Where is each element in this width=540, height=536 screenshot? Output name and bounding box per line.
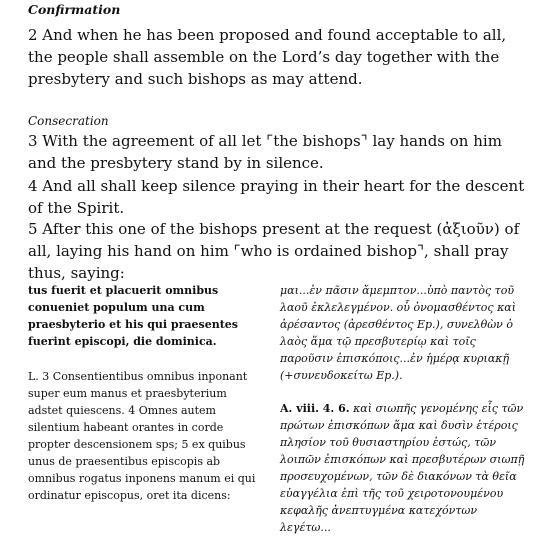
latin-text-block-2: L. 3 Consentientibus omnibus inponant super eum manus et praesbyterium adstet quiescens. 4 Omnes autem silentium habeant orantes in corde propter descensionem sps; 5 ex quibus unus de praesentibus episcopis ab omnibus rogatus inponens manum ei qui ordinatur episcopus, oret ita dicens: <box>28 370 256 502</box>
greek-text-block-1: μαι...ἐν πᾶσιν ἄμεμπτον...ὑπὸ παντὸς τοῦ λαοῦ ἐκλελεγμένον. οὗ ὀνομασθέντος καὶ ἀρέσαντος (ἀρεσθέντος Ep.), συνελθὼν ὁ λαὸς ἅμα τῷ πρεσβυτερίῳ καὶ τοῖς παροῦσιν ἐπισκόποις...ἐν ἡμέρᾳ κυριακῇ (+συνευδοκείτω Ep.). <box>280 284 517 382</box>
greek-reference: A. viii. 4. 6. <box>280 402 350 415</box>
consecration-heading: Consecration <box>28 114 109 128</box>
latin-text-block-1: tus fuerit et placuerit omnibus conueniet populum una cum praesbyterio et his qui praesentes fuerint episcopi, die dominica. <box>28 284 238 348</box>
paragraph-5: 5 After this one of the bishops present at the request (ἀξιοῦν) of all, laying his hand on him ⌜who is ordained bishop⌝, shall pray thus, saying: <box>28 220 520 282</box>
greek-text-block-2: A. viii. 4. 6. καὶ σιωπῆς γενομένης εἷς τῶν πρώτων ἐπισκόπων ἅμα καὶ δυσὶν ἑτέροις πλησίον τοῦ θυσιαστηρίου ἑστώς, τῶν λοιπῶν ἐπισκόπων καὶ πρεσβυτέρων σιωπῇ προσευχομένων, τῶν δὲ διακόνων τὰ θεῖα εὐαγγέλια ἐπὶ τῆς τοῦ χειροτονουμένου κεφαλῆς ἀνεπτυγμένα κατεχόντων λεγέτω... <box>280 402 525 534</box>
paragraph-4: 4 And all shall keep silence praying in their heart for the descent of the Spirit. <box>28 177 525 217</box>
paragraph-3: 3 With the agreement of all let ⌜the bishops⌝ lay hands on him and the presbytery stand by in silence. <box>28 132 502 172</box>
paragraph-2: 2 And when he has been proposed and found acceptable to all, the people shall assemble on the Lord’s day together with the presbytery and such bishops as may attend. <box>28 26 507 88</box>
confirmation-heading: Confirmation <box>28 2 121 17</box>
